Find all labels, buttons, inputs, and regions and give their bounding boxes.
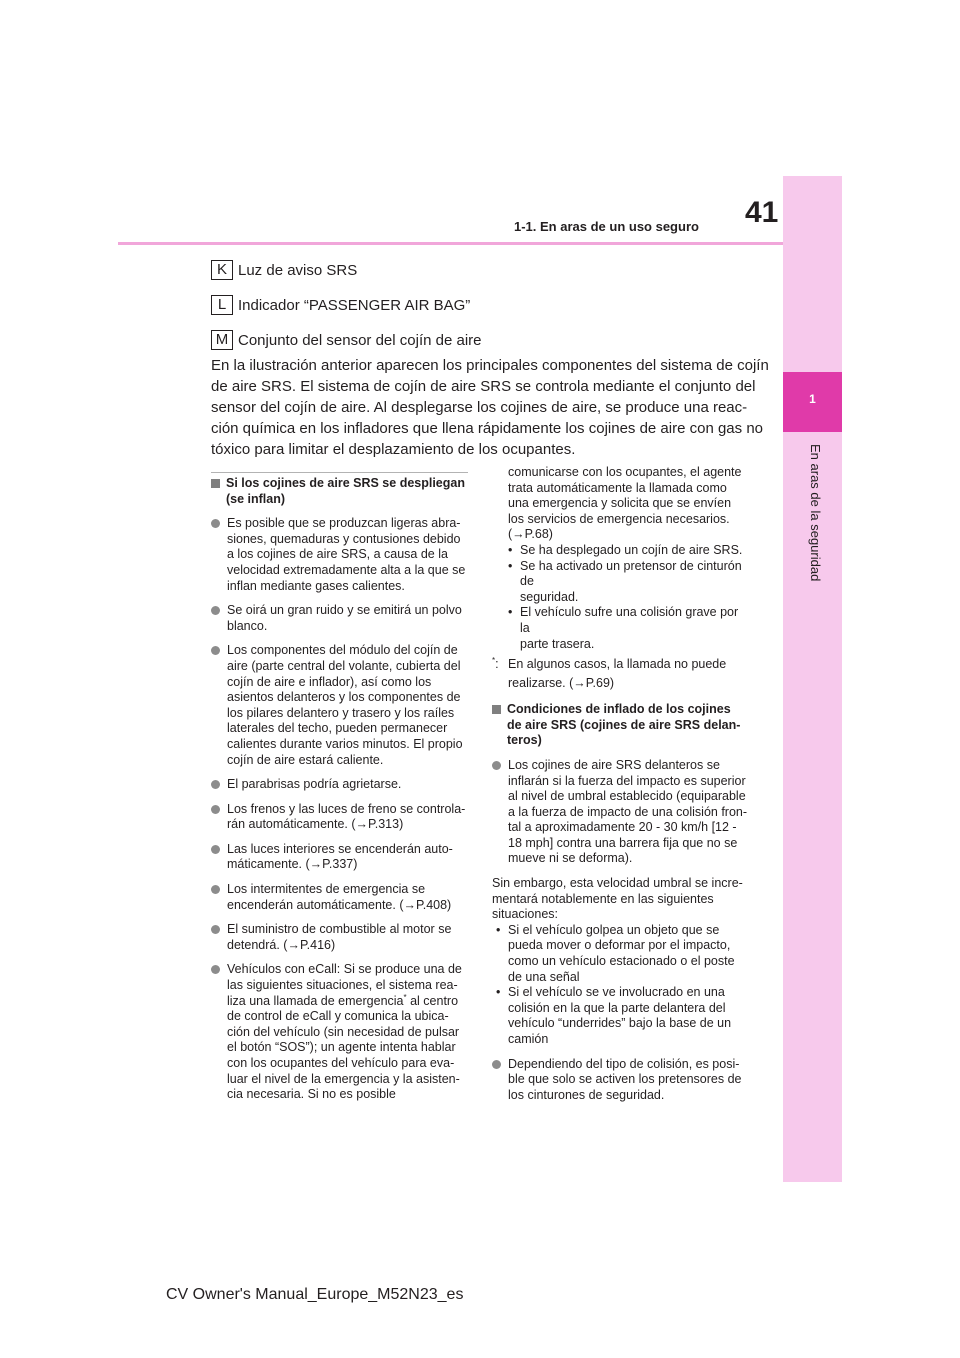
intro-line: tóxico para limitar el desplazamiento de los ocupantes. (211, 441, 576, 458)
intro-line: ción química en los infladores que llena rápidamente los cojines de aire con gas no (211, 420, 764, 437)
legend-item-l (211, 294, 470, 316)
square-bullet-icon (211, 479, 220, 488)
bullet-item: Es posible que se produzcan ligeras abra- siones, quemaduras y contusiones debido a los cojines de aire SRS, a causa de la velocidad extremadamente alta a la que se inflan mediante gases calientes. (211, 516, 469, 594)
right-column (492, 465, 750, 1112)
round-bullet-icon (211, 925, 220, 934)
side-tab-number: 1 (809, 392, 816, 406)
bullet-item-ecall: Vehículos con eCall: Si se produce una de las siguientes situaciones, el sistema rea- liza una llamada de emergencia* al centro de control de eCall y comunica la ubica- ción del vehículo (sin necesidad de pulsar el botón “SOS”); un agente intenta hablar con los ocupantes del vehículo para eva- luar el nivel de la emergencia y la asisten- cia necesaria. Si no es posible (211, 962, 469, 1102)
sub-item: • Si el vehículo se ve involucrado en una colisión en la que la parte delantera del vehículo “underrides” bajo la base de un camión (496, 985, 732, 1046)
page-number: 41 (745, 196, 779, 229)
bullet-item: El parabrisas podría agrietarse. (211, 777, 469, 793)
footnote-mark: * (403, 992, 407, 1002)
legend-item-m (211, 329, 482, 351)
page-ref-link[interactable]: máticamente. (→P.337) (227, 857, 358, 872)
page-ref-link[interactable]: encenderán automáticamente. (→P.408) (227, 897, 452, 912)
bullet-item: Las luces interiores se encenderán auto- máticamente. (→P.337) (211, 842, 469, 873)
header-rule (118, 242, 783, 245)
round-bullet-icon (211, 885, 220, 894)
side-tab-label: En aras de la seguridad (808, 444, 823, 582)
round-bullet-icon (211, 845, 220, 854)
section-heading-conditions: Condiciones de inflado de los cojines de aire SRS (cojines de aire SRS delan- teros) (492, 702, 750, 749)
continued-text: comunicarse con los ocupantes, el agente trata automáticamente la llamada como una emergencia y solicita que se envíen los servicios de emergencia necesarios. (→P.68) (492, 465, 750, 543)
round-bullet-icon (211, 780, 220, 789)
left-column (211, 476, 469, 1112)
section-header: 1-1. En aras de un uso seguro (514, 219, 699, 234)
round-bullet-icon (211, 606, 220, 615)
page-ref-link[interactable]: detendrá. (→P.416) (227, 937, 336, 952)
intro-line: de aire SRS. El sistema de cojín de aire SRS se controla mediante el conjunto del (211, 378, 756, 395)
legend-key-k: K (211, 260, 233, 280)
page-footer: CV Owner's Manual_Europe_M52N23_es (166, 1286, 464, 1303)
intro-line: sensor del cojín de aire. Al desplegarse los cojines de aire, se produce una reac- (211, 399, 748, 416)
round-bullet-icon (492, 761, 501, 770)
intro-paragraph (211, 355, 771, 460)
bullet-item: Los cojines de aire SRS delanteros se inflarán si la fuerza del impacto es superior al nivel de umbral establecido (equiparable a la fuerza de impacto de una colisión fron- tal a aproximadamente 20 - 30 km/h [12 - 18 mph] contra una barrera fija que no se mueve ni se deforma). (492, 758, 750, 867)
plain-paragraph: Sin embargo, esta velocidad umbral se incre- mentará notablemente en las siguientes situaciones: (492, 876, 743, 922)
legend-text-m: Conjunto del sensor del cojín de aire (238, 331, 482, 349)
page-ref-link[interactable]: realizarse. (→P.69) (508, 676, 615, 691)
legend-text-l: Indicador “PASSENGER AIR BAG” (238, 296, 471, 314)
square-bullet-icon (492, 705, 501, 714)
bullet-item: Los intermitentes de emergencia se encenderán automáticamente. (→P.408) (211, 882, 469, 913)
page-ref-link[interactable]: (→P.68) (508, 527, 553, 542)
bullet-item: Los frenos y las luces de freno se controla- rán automáticamente. (→P.313) (211, 802, 469, 833)
bullet-item: El suministro de combustible al motor se detendrá. (→P.416) (211, 922, 469, 953)
round-bullet-icon (211, 965, 220, 974)
sub-item: • Se ha activado un pretensor de cinturón de seguridad. (508, 558, 742, 604)
legend-key-m: M (211, 330, 233, 350)
legend-key-l: L (211, 295, 233, 315)
round-bullet-icon (211, 519, 220, 528)
column-rule (211, 472, 468, 473)
legend-item-k (211, 259, 357, 281)
page-ref-link[interactable]: rán automáticamente. (→P.313) (227, 817, 404, 832)
sub-item: • Se ha desplegado un cojín de aire SRS. (508, 542, 743, 557)
bullet-item: Se oirá un gran ruido y se emitirá un polvo blanco. (211, 603, 469, 634)
legend-text-k: Luz de aviso SRS (238, 261, 358, 279)
sub-item: • Si el vehículo golpea un objeto que se pueda mover o deformar por el impacto, como un vehículo estacionado o el poste de una señal (496, 922, 735, 984)
bullet-item: Los componentes del módulo del cojín de aire (parte central del volante, cubierta del cojín de aire e inflador), así como los asientos delanteros y los componentes de los pilares delantero y trasero y los raíles laterales del techo, pueden permanecer calientes durante varios minutos. El propio cojín de aire estará caliente. (211, 643, 469, 768)
round-bullet-icon (492, 1060, 501, 1069)
round-bullet-icon (211, 646, 220, 655)
footnote: *: En algunos casos, la llamada no puede realizarse. (→P.69) (492, 655, 750, 693)
section-heading-deploy: Si los cojines de aire SRS se despliegan (se inflan) (211, 476, 469, 507)
sub-item: • El vehículo sufre una colisión grave por la parte trasera. (508, 605, 739, 651)
intro-line: En la ilustración anterior aparecen los principales componentes del sistema de cojín (211, 357, 769, 374)
side-tab-band (783, 176, 842, 1182)
round-bullet-icon (211, 805, 220, 814)
bullet-item: Dependiendo del tipo de colisión, es posi- ble que solo se activen los pretensores de los cinturones de seguridad. (492, 1057, 750, 1104)
